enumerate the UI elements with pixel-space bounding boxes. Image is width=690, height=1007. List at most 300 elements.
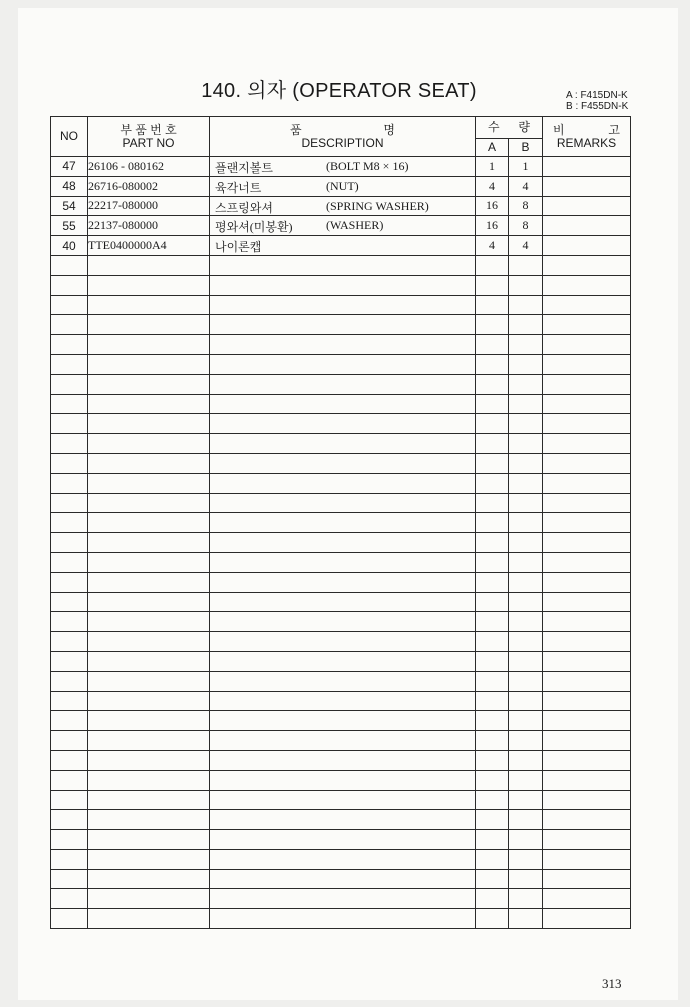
empty-cell	[88, 335, 210, 355]
empty-cell	[51, 434, 88, 454]
header-remarks-en: REMARKS	[556, 135, 617, 150]
row-qty-b: 4	[509, 176, 543, 196]
empty-cell	[476, 750, 509, 770]
header-remarks-2: 고	[608, 122, 620, 137]
empty-cell	[88, 315, 210, 335]
empty-cell	[543, 414, 631, 434]
empty-cell	[88, 731, 210, 751]
empty-cell	[51, 592, 88, 612]
row-qty-b: 4	[509, 236, 543, 256]
empty-cell	[210, 592, 476, 612]
row-qty-b: 1	[509, 157, 543, 177]
empty-cell	[51, 889, 88, 909]
empty-cell	[509, 335, 543, 355]
row-desc-en: (NUT)	[326, 178, 359, 193]
empty-cell	[543, 691, 631, 711]
empty-cell	[509, 731, 543, 751]
row-description	[210, 216, 476, 236]
empty-cell	[543, 374, 631, 394]
header-desc-ko-2: 명	[383, 122, 395, 137]
row-qty-b: 8	[509, 216, 543, 236]
empty-cell	[88, 889, 210, 909]
empty-cell	[543, 830, 631, 850]
empty-cell	[51, 632, 88, 652]
empty-cell	[543, 731, 631, 751]
empty-cell	[543, 275, 631, 295]
empty-cell	[51, 394, 88, 414]
empty-cell	[543, 394, 631, 414]
empty-cell	[476, 592, 509, 612]
empty-cell	[210, 473, 476, 493]
empty-table-row	[51, 493, 631, 513]
empty-cell	[88, 830, 210, 850]
row-remarks	[543, 157, 631, 177]
empty-cell	[88, 651, 210, 671]
empty-cell	[51, 533, 88, 553]
empty-cell	[210, 770, 476, 790]
empty-table-row	[51, 533, 631, 553]
empty-cell	[210, 572, 476, 592]
empty-cell	[210, 335, 476, 355]
header-qty-1: 수	[488, 120, 500, 134]
empty-cell	[88, 513, 210, 533]
empty-cell	[88, 453, 210, 473]
header-desc-en: DESCRIPTION	[301, 135, 384, 150]
empty-cell	[210, 810, 476, 830]
empty-cell	[543, 473, 631, 493]
empty-table-row	[51, 612, 631, 632]
row-part-no: 22137-080000	[88, 216, 210, 236]
empty-cell	[509, 414, 543, 434]
model-a-label: A : F415DN-K	[566, 90, 628, 101]
row-qty-a: 4	[476, 176, 509, 196]
empty-cell	[509, 671, 543, 691]
empty-cell	[543, 315, 631, 335]
header-remarks	[543, 117, 631, 157]
empty-cell	[88, 473, 210, 493]
row-qty-a: 4	[476, 236, 509, 256]
empty-cell	[88, 493, 210, 513]
empty-cell	[476, 473, 509, 493]
empty-cell	[210, 849, 476, 869]
empty-cell	[88, 572, 210, 592]
empty-cell	[543, 889, 631, 909]
empty-cell	[543, 493, 631, 513]
empty-cell	[476, 909, 509, 929]
empty-cell	[476, 354, 509, 374]
empty-cell	[509, 612, 543, 632]
empty-cell	[210, 374, 476, 394]
header-qty-2: 량	[518, 120, 530, 134]
empty-table-row	[51, 394, 631, 414]
empty-cell	[51, 612, 88, 632]
empty-cell	[51, 770, 88, 790]
empty-cell	[51, 572, 88, 592]
empty-cell	[476, 275, 509, 295]
empty-cell	[509, 651, 543, 671]
row-qty-a: 1	[476, 157, 509, 177]
row-desc-ko: 스프링와셔	[215, 200, 273, 215]
row-qty-b: 8	[509, 196, 543, 216]
empty-table-row	[51, 552, 631, 572]
empty-cell	[88, 552, 210, 572]
empty-cell	[476, 810, 509, 830]
row-part-no: TTE0400000A4	[88, 236, 210, 256]
empty-cell	[88, 374, 210, 394]
empty-table-row	[51, 453, 631, 473]
empty-cell	[509, 315, 543, 335]
empty-cell	[543, 869, 631, 889]
empty-cell	[476, 335, 509, 355]
empty-cell	[51, 374, 88, 394]
empty-table-row	[51, 275, 631, 295]
empty-cell	[88, 849, 210, 869]
row-no: 55	[51, 216, 88, 236]
empty-cell	[543, 810, 631, 830]
empty-cell	[51, 909, 88, 929]
empty-cell	[509, 473, 543, 493]
empty-cell	[476, 671, 509, 691]
empty-cell	[51, 869, 88, 889]
empty-cell	[210, 552, 476, 572]
empty-cell	[88, 533, 210, 553]
row-no: 54	[51, 196, 88, 216]
empty-cell	[543, 632, 631, 652]
model-b-label: B : F455DN-K	[566, 101, 629, 112]
empty-table-row	[51, 255, 631, 275]
empty-cell	[543, 750, 631, 770]
empty-cell	[51, 552, 88, 572]
row-no: 47	[51, 157, 88, 177]
empty-cell	[51, 315, 88, 335]
empty-cell	[210, 295, 476, 315]
empty-table-row	[51, 830, 631, 850]
empty-cell	[51, 810, 88, 830]
empty-cell	[476, 711, 509, 731]
empty-cell	[88, 414, 210, 434]
empty-cell	[476, 434, 509, 454]
empty-cell	[543, 909, 631, 929]
empty-cell	[210, 275, 476, 295]
empty-table-row	[51, 572, 631, 592]
empty-cell	[476, 691, 509, 711]
empty-cell	[509, 255, 543, 275]
empty-cell	[476, 889, 509, 909]
empty-cell	[509, 790, 543, 810]
empty-cell	[51, 849, 88, 869]
empty-cell	[51, 691, 88, 711]
empty-cell	[543, 295, 631, 315]
empty-cell	[210, 612, 476, 632]
empty-cell	[51, 414, 88, 434]
empty-cell	[51, 671, 88, 691]
empty-cell	[543, 612, 631, 632]
row-desc-ko: 육각너트	[215, 180, 262, 195]
empty-cell	[210, 533, 476, 553]
row-desc-ko: 평와셔(미봉환)	[215, 220, 293, 235]
row-desc-ko: 나이론캡	[215, 240, 262, 255]
header-no: NO	[51, 117, 88, 157]
row-desc-ko: 플랜지볼트	[215, 161, 273, 175]
empty-cell	[51, 711, 88, 731]
empty-cell	[51, 295, 88, 315]
empty-cell	[543, 671, 631, 691]
empty-cell	[509, 909, 543, 929]
empty-cell	[476, 394, 509, 414]
parts-table	[50, 116, 631, 929]
empty-cell	[509, 552, 543, 572]
empty-cell	[88, 394, 210, 414]
empty-cell	[51, 830, 88, 850]
empty-cell	[88, 750, 210, 770]
empty-cell	[51, 513, 88, 533]
empty-cell	[509, 572, 543, 592]
empty-cell	[476, 552, 509, 572]
empty-cell	[210, 691, 476, 711]
empty-cell	[476, 612, 509, 632]
empty-cell	[51, 473, 88, 493]
empty-table-row	[51, 889, 631, 909]
row-part-no: 26106 - 080162	[88, 157, 210, 177]
row-description	[210, 236, 476, 256]
empty-cell	[88, 434, 210, 454]
empty-cell	[476, 731, 509, 751]
empty-cell	[88, 255, 210, 275]
empty-table-row	[51, 651, 631, 671]
empty-table-row	[51, 849, 631, 869]
empty-cell	[51, 335, 88, 355]
empty-table-row	[51, 592, 631, 612]
empty-table-row	[51, 770, 631, 790]
empty-table-row	[51, 869, 631, 889]
empty-cell	[51, 255, 88, 275]
header-part-en: PART NO	[122, 135, 175, 150]
row-desc-en: (BOLT M8 × 16)	[326, 159, 409, 173]
empty-cell	[509, 691, 543, 711]
empty-cell	[543, 255, 631, 275]
empty-table-row	[51, 750, 631, 770]
empty-table-row	[51, 513, 631, 533]
empty-cell	[210, 830, 476, 850]
empty-cell	[210, 889, 476, 909]
row-desc-en: (SPRING WASHER)	[326, 198, 429, 213]
page-title: 140. 의자 (OPERATOR SEAT)	[201, 80, 477, 102]
empty-cell	[509, 849, 543, 869]
header-description	[210, 117, 476, 157]
table-row	[51, 196, 631, 216]
empty-cell	[543, 552, 631, 572]
empty-cell	[509, 770, 543, 790]
empty-table-row	[51, 335, 631, 355]
empty-cell	[509, 374, 543, 394]
empty-cell	[543, 711, 631, 731]
empty-table-row	[51, 909, 631, 929]
empty-cell	[476, 374, 509, 394]
empty-cell	[210, 869, 476, 889]
empty-cell	[509, 513, 543, 533]
empty-cell	[88, 632, 210, 652]
row-remarks	[543, 196, 631, 216]
empty-cell	[509, 453, 543, 473]
header-desc-ko-1: 품	[290, 122, 302, 137]
empty-cell	[210, 493, 476, 513]
empty-cell	[210, 750, 476, 770]
empty-table-row	[51, 790, 631, 810]
empty-cell	[543, 434, 631, 454]
empty-cell	[210, 909, 476, 929]
empty-cell	[88, 770, 210, 790]
row-qty-a: 16	[476, 216, 509, 236]
header-part-ko: 부 품 번 호	[120, 122, 177, 137]
empty-cell	[509, 434, 543, 454]
empty-table-row	[51, 731, 631, 751]
empty-cell	[210, 790, 476, 810]
empty-cell	[509, 533, 543, 553]
row-remarks	[543, 176, 631, 196]
empty-cell	[509, 830, 543, 850]
empty-table-row	[51, 354, 631, 374]
empty-cell	[476, 255, 509, 275]
empty-cell	[476, 414, 509, 434]
empty-cell	[88, 354, 210, 374]
empty-cell	[543, 453, 631, 473]
empty-cell	[509, 810, 543, 830]
empty-cell	[51, 651, 88, 671]
row-description	[210, 196, 476, 216]
empty-cell	[476, 651, 509, 671]
empty-cell	[210, 394, 476, 414]
page-number: 313	[602, 976, 622, 991]
empty-cell	[476, 849, 509, 869]
empty-table-row	[51, 671, 631, 691]
empty-cell	[543, 513, 631, 533]
empty-table-row	[51, 295, 631, 315]
empty-cell	[88, 592, 210, 612]
empty-cell	[51, 354, 88, 374]
row-remarks	[543, 236, 631, 256]
empty-cell	[88, 295, 210, 315]
row-part-no: 22217-080000	[88, 196, 210, 216]
empty-cell	[476, 830, 509, 850]
empty-table-row	[51, 711, 631, 731]
row-qty-a: 16	[476, 196, 509, 216]
empty-cell	[51, 493, 88, 513]
row-no: 40	[51, 236, 88, 256]
empty-cell	[476, 493, 509, 513]
empty-cell	[210, 651, 476, 671]
empty-cell	[476, 770, 509, 790]
empty-cell	[509, 711, 543, 731]
empty-cell	[88, 790, 210, 810]
empty-cell	[476, 790, 509, 810]
empty-cell	[210, 255, 476, 275]
empty-cell	[88, 711, 210, 731]
empty-cell	[509, 592, 543, 612]
empty-cell	[509, 275, 543, 295]
empty-table-row	[51, 374, 631, 394]
row-description	[210, 176, 476, 196]
empty-cell	[210, 434, 476, 454]
empty-cell	[88, 275, 210, 295]
empty-cell	[543, 354, 631, 374]
empty-cell	[476, 869, 509, 889]
empty-cell	[476, 315, 509, 335]
empty-cell	[509, 295, 543, 315]
row-no: 48	[51, 176, 88, 196]
header-qty-a: A	[476, 139, 509, 157]
table-row	[51, 176, 631, 196]
empty-cell	[210, 513, 476, 533]
empty-cell	[51, 790, 88, 810]
empty-cell	[88, 909, 210, 929]
empty-cell	[51, 731, 88, 751]
empty-cell	[210, 671, 476, 691]
empty-cell	[543, 770, 631, 790]
empty-table-row	[51, 473, 631, 493]
header-qty-b: B	[509, 139, 543, 157]
table-row	[51, 157, 631, 177]
empty-cell	[543, 592, 631, 612]
row-description	[210, 157, 476, 177]
row-desc-en: (WASHER)	[326, 218, 384, 233]
table-row	[51, 236, 631, 256]
empty-cell	[509, 493, 543, 513]
empty-table-row	[51, 691, 631, 711]
empty-cell	[51, 275, 88, 295]
empty-cell	[210, 731, 476, 751]
empty-cell	[210, 354, 476, 374]
empty-cell	[509, 869, 543, 889]
row-remarks	[543, 216, 631, 236]
parts-table-body	[51, 157, 631, 929]
empty-cell	[543, 849, 631, 869]
table-row	[51, 216, 631, 236]
empty-cell	[543, 335, 631, 355]
empty-cell	[88, 671, 210, 691]
empty-table-row	[51, 810, 631, 830]
empty-cell	[210, 711, 476, 731]
header-part-no	[88, 117, 210, 157]
empty-cell	[210, 632, 476, 652]
empty-cell	[543, 533, 631, 553]
empty-table-row	[51, 632, 631, 652]
empty-cell	[476, 533, 509, 553]
empty-cell	[476, 572, 509, 592]
header-remarks-1: 비	[553, 122, 565, 137]
empty-cell	[88, 810, 210, 830]
empty-cell	[543, 651, 631, 671]
empty-cell	[210, 414, 476, 434]
empty-cell	[509, 750, 543, 770]
empty-cell	[509, 889, 543, 909]
empty-cell	[51, 453, 88, 473]
empty-cell	[476, 295, 509, 315]
empty-cell	[509, 354, 543, 374]
empty-cell	[88, 869, 210, 889]
empty-cell	[88, 612, 210, 632]
empty-table-row	[51, 434, 631, 454]
row-part-no: 26716-080002	[88, 176, 210, 196]
empty-cell	[210, 453, 476, 473]
empty-cell	[543, 572, 631, 592]
empty-cell	[476, 513, 509, 533]
empty-cell	[51, 750, 88, 770]
header-quantity	[476, 117, 543, 139]
empty-cell	[543, 790, 631, 810]
empty-cell	[476, 453, 509, 473]
empty-cell	[88, 691, 210, 711]
empty-cell	[210, 315, 476, 335]
